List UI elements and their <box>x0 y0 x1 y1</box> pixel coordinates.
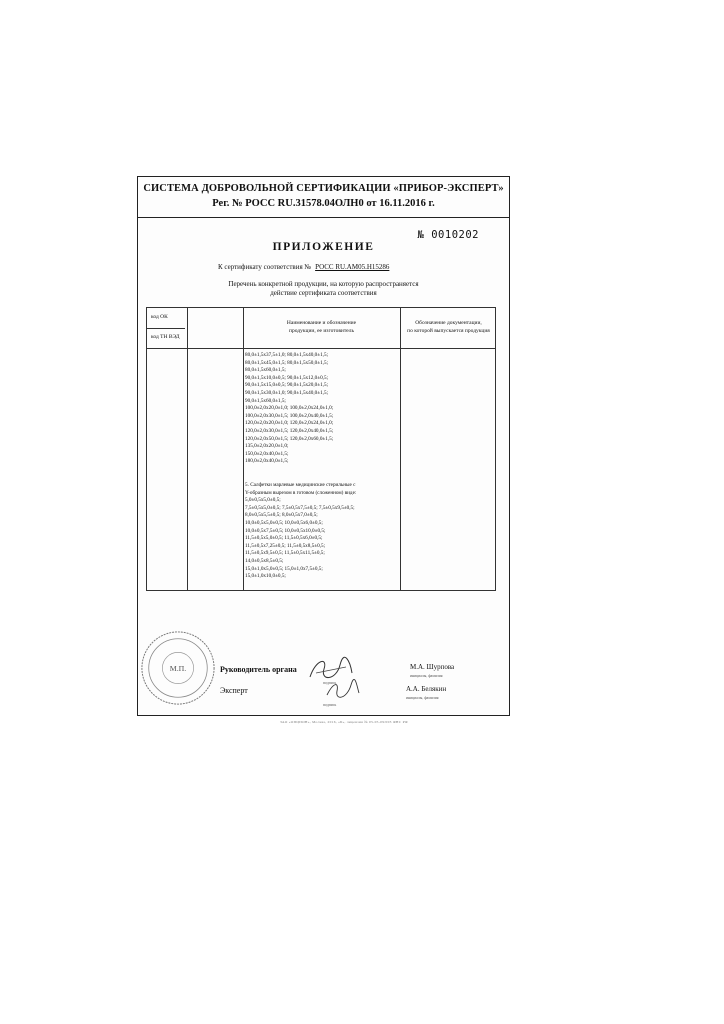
caption-signature: подпись <box>323 703 337 707</box>
list-item: 100,0±2,0х20,0±1,0; 100,0±2,0х24,0±1,0; <box>245 405 334 412</box>
list-item: 15,0±1,0х5,0±0,5; 15,0±1,0х7,5±0,5; <box>245 565 323 572</box>
certificate-number: РОСС RU.АМ05.Н15286 <box>315 263 390 271</box>
list-item: 120,0±2,0х20,0±1,0; 120,0±2,0х24,0±1,0; <box>245 420 334 427</box>
list-item: 7,5±0,5х5,0±0,5; 7,5±0,5х7,5±0,5; 7,5±0,5х9,5±0,5; <box>245 504 355 511</box>
table-divider <box>400 308 401 590</box>
code-ok-label: код ОК <box>151 314 168 320</box>
list-item: 80,0±1,5х45,0±1,5; 80,0±1,5х50,0±1,5; <box>245 359 329 366</box>
head-label: Руководитель органа <box>220 665 297 674</box>
list-title-line2: действие сертификата соответствия <box>270 289 377 297</box>
head-name: М.А. Шурпова <box>410 663 455 671</box>
list-item: 10,0±0,5х5,0±0,5; 10,0±0,5х6,0±0,5; <box>245 519 323 526</box>
list-item: 80,0±1,5х37,5±1,0; 80,0±1,5х40,0±1,5; <box>245 352 329 358</box>
list-item: 120,0±2,0х30,0±1,5; 120,0±2,0х40,0±1,5; <box>245 427 334 434</box>
document-title: ПРИЛОЖЕНИЕ <box>272 241 375 253</box>
list-item: 90,0±1,5х60,0±1,5; <box>245 397 286 404</box>
list-item: 180,0±2,0х40,0±1,5; <box>245 458 289 465</box>
list-item: 5,0±0,5х5,0±0,5; <box>245 497 281 504</box>
product-size-list <box>245 352 399 466</box>
list-item: 11,5±0,5х5,0±0,5; 11,5±0,5х6,0±0,5; <box>245 535 323 542</box>
table-divider <box>243 308 244 590</box>
section-5-list <box>245 482 399 581</box>
list-item: 90,0±1,5х30,0±1,0; 90,0±1,5х40,0±1,5; <box>245 389 329 396</box>
caption-initials: инициалы, фамилия <box>410 674 443 678</box>
list-item: 120,0±2,0х50,0±1,5; 120,0±2,0х60,0±1,5; <box>245 435 334 442</box>
expert-name: А.А. Белякин <box>406 685 447 693</box>
product-table <box>146 307 496 591</box>
column-header-documentation: Обозначение документации, по которой выпускается продукция <box>407 320 490 334</box>
expert-label: Эксперт <box>220 686 248 695</box>
caption-signature: подпись <box>323 681 337 685</box>
table-divider <box>147 328 185 329</box>
list-item: 90,0±1,5х15,0±0,5; 90,0±1,5х20,0±1,5; <box>245 382 329 389</box>
list-item: 5. Салфетки марлевые медицинские стерильные с <box>245 482 356 488</box>
list-item: 80,0±1,5х60,0±1,5; <box>245 367 286 374</box>
list-title-line1: Перечень конкретной продукции, на которую распространяется <box>228 280 419 288</box>
list-item: 90,0±1,5х10,0±0,5; 90,0±1,5х12,0±0,5; <box>245 374 329 381</box>
caption-initials: инициалы, фамилия <box>406 696 439 700</box>
table-divider <box>147 348 495 349</box>
header-box <box>138 177 509 218</box>
registration-line: Рег. № РОСС RU.31578.04ОЛН0 от 16.11.2016 г. <box>212 198 435 209</box>
list-item: 11,5±0,5х7,25±0,5; 11,5±0,5х8,5±0,5; <box>245 542 326 549</box>
seal-text: М.П. <box>169 663 187 673</box>
table-divider <box>187 308 188 590</box>
list-item: 150,0±2,0х40,0±1,5; <box>245 450 289 457</box>
system-title: СИСТЕМА ДОБРОВОЛЬНОЙ СЕРТИФИКАЦИИ «ПРИБОР-ЭКСПЕРТ» <box>143 183 504 194</box>
certificate-appendix-page <box>137 176 510 716</box>
list-item: 8,0±0,5х5,5±0,5; 8,0±0,5х7,0±0,5; <box>245 512 318 519</box>
certificate-reference <box>218 263 389 271</box>
list-item: 11,5±0,5х9,5±0,5; 11,5±0,5х11,5±0,5; <box>245 550 325 557</box>
certificate-label: К сертификату соответствия № <box>218 263 312 271</box>
form-number: № 0010202 <box>417 229 479 241</box>
code-tn-label: код ТН ВЭД <box>151 334 180 340</box>
printer-footer: ЗАО «ОПЦИОН», Москва, 2016, «Б», лицензия № 05-05-09/003 ФНС РФ <box>280 720 408 724</box>
list-item: 10,0±0,5х7,5±0,5; 10,0±0,5х10,0±0,5; <box>245 527 326 534</box>
list-item: 100,0±2,0х30,0±1,5; 100,0±2,0х40,0±1,5; <box>245 412 334 419</box>
list-item: 14,0±0,5х8,5±0,5; <box>245 557 284 564</box>
list-item: 135,0±2,0х20,0±1,0; <box>245 443 289 450</box>
list-item: Y-образным вырезом в готовом (сложенном) виде: <box>245 489 357 496</box>
list-item: 15,0±1,0х10,0±0,5; <box>245 573 286 580</box>
column-header-name: Наименование и обозначение продукции, ее изготовитель <box>286 320 357 334</box>
stamp-seal <box>139 629 217 707</box>
